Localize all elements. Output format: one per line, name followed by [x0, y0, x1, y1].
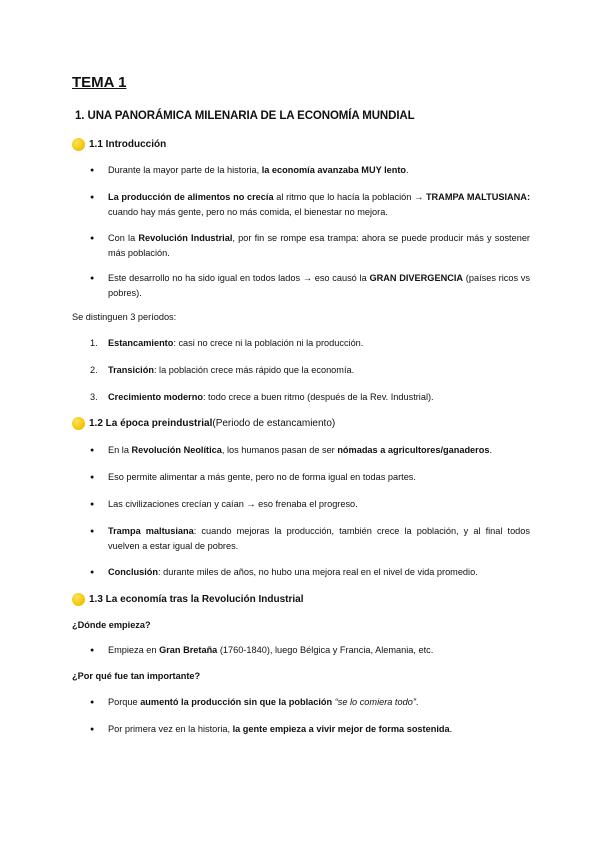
list-item: ● En la Revolución Neolítica, los humanos pasan de ser nómadas a agricultores/ganaderos.	[90, 443, 530, 458]
bullet-icon	[90, 470, 104, 487]
bullet-icon	[90, 524, 104, 541]
question-heading: ¿Por qué fue tan importante?	[72, 671, 201, 681]
list-item: ● Empieza en Gran Bretaña (1760-1840), luego Bélgica y Francia, Alemania, etc.	[90, 643, 530, 658]
yellow-circle-icon	[72, 593, 85, 606]
subsection-title-intro: 1.1 Introducción	[72, 138, 166, 151]
list-item: ● Por primera vez en la historia, la gente empieza a vivir mejor de forma sostenida.	[90, 722, 530, 737]
yellow-circle-icon	[72, 138, 85, 151]
list-item: ● Con la Revolución Industrial, por fin se rompe esa trampa: ahora se puede producir más y sostener más población.	[90, 231, 530, 260]
bullet-icon	[90, 565, 104, 582]
list-item: ● Porque aumentó la producción sin que la población “se lo comiera todo”.	[90, 695, 530, 710]
list-item: ● Eso permite alimentar a más gente, pero no de forma igual en todas partes.	[90, 470, 530, 485]
question-heading: ¿Dónde empieza?	[72, 620, 151, 630]
bullet-icon	[90, 271, 104, 288]
page-title: TEMA 1	[72, 74, 127, 91]
list-item: ● Conclusión: durante miles de años, no hubo una mejora real en el nivel de vida promedio.	[90, 565, 530, 580]
bullet-icon	[90, 231, 104, 248]
numbered-item: 1. Estancamiento: casi no crece ni la población ni la producción.	[90, 338, 364, 348]
bullet-icon	[90, 643, 104, 660]
numbered-item: 2. Transición: la población crece más rápido que la economía.	[90, 365, 355, 375]
bullet-icon	[90, 443, 104, 460]
subsection-title-preindustrial: 1.2 La época preindustrial (Periodo de estancamiento)	[72, 417, 335, 430]
paragraph: Se distinguen 3 períodos:	[72, 312, 177, 322]
yellow-circle-icon	[72, 417, 85, 430]
bullet-icon	[90, 695, 104, 712]
numbered-item: 3. Crecimiento moderno: todo crece a buen ritmo (después de la Rev. Industrial).	[90, 392, 434, 402]
list-item: ● La producción de alimentos no crecía al ritmo que lo hacía la población → TRAMPA MALTUSIANA: cuando hay más gente, pero no más comida, el bienestar no mejora.	[90, 190, 530, 219]
list-item: ● Este desarrollo no ha sido igual en todos lados → eso causó la GRAN DIVERGENCIA (países ricos vs pobres).	[90, 271, 530, 300]
list-item: ● Las civilizaciones crecían y caían → eso frenaba el progreso.	[90, 497, 530, 512]
bullet-icon	[90, 722, 104, 739]
section-heading: 1. UNA PANORÁMICA MILENARIA DE LA ECONOMÍA MUNDIAL	[75, 110, 415, 122]
bullet-icon	[90, 190, 104, 207]
bullet-icon	[90, 497, 104, 514]
subsection-title-industrial: 1.3 La economía tras la Revolución Industrial	[72, 593, 304, 606]
list-item: ● Durante la mayor parte de la historia, la economía avanzaba MUY lento.	[90, 163, 530, 178]
bullet-icon	[90, 163, 104, 180]
list-item: ● Trampa maltusiana: cuando mejoras la producción, también crece la población, y al final todos vuelven a estar igual de pobres.	[90, 524, 530, 553]
